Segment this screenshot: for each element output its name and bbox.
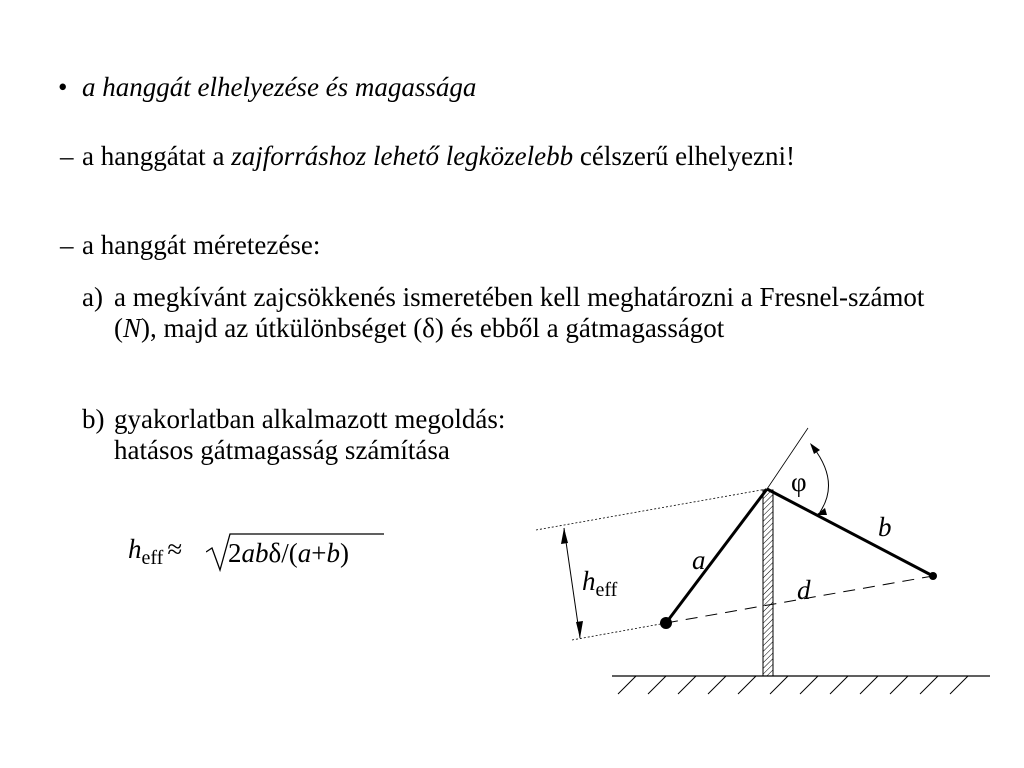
formula-num: 2 (228, 538, 242, 568)
dash-marker: – (60, 230, 74, 260)
formula-sub-eff: eff (141, 547, 164, 569)
ground-hatching (618, 676, 968, 694)
path-b-line (767, 489, 933, 576)
formula-h: h (128, 534, 142, 564)
formula-delta: δ/( (268, 538, 298, 568)
formula-b: b (326, 538, 340, 568)
heff-arrowhead-top (561, 528, 568, 544)
sub-marker-a: a) (82, 282, 103, 312)
text-line: hatásos gátmagasság számítása (114, 435, 450, 465)
bullet-heading-text: a hanggát elhelyezése és magassága (82, 72, 477, 102)
text-emphasis: zajforráshoz lehető legközelebb (231, 141, 574, 171)
lower-dotted-line (572, 623, 666, 640)
dash-item-sizing-text: a hanggát méretezése: (82, 230, 321, 260)
path-a-line (666, 489, 767, 623)
text-line: gyakorlatban alkalmazott megoldás: (114, 404, 506, 434)
text-segment: célszerű elhelyezni! (573, 141, 796, 171)
formula-approx: ≈ (167, 534, 183, 564)
phi-angle-arc (813, 447, 829, 512)
upper-dotted-line (536, 489, 767, 530)
receiver-point (929, 572, 937, 580)
label-d: d (797, 575, 811, 605)
heff-arrowhead-bottom (576, 621, 583, 638)
text-segment: a megkívánt zajcsökkenés ismeretében kell meghatározni a Fresnel-számot ( (114, 282, 925, 343)
label-heff-sub: eff (595, 579, 618, 601)
label-heff-h: h (582, 566, 596, 596)
barrier-wall (763, 490, 773, 676)
sub-marker-b: b) (82, 404, 105, 434)
text-emphasis: N (123, 313, 142, 343)
formula-a: a (297, 538, 312, 568)
label-phi: φ (791, 467, 807, 497)
formula-ab: ab (241, 538, 269, 568)
formula-close: ) (339, 538, 349, 568)
bullet-marker: • (58, 72, 68, 102)
formula-plus: + (311, 538, 327, 568)
source-point (660, 617, 672, 629)
label-heff (582, 566, 617, 600)
text-segment: ), majd az útkülönbséget (δ) és ebből a gátmagasságot (141, 313, 725, 343)
heff-dimension-line (564, 528, 580, 638)
text-segment: a hanggátat a (82, 141, 232, 171)
phi-arrowhead-top (810, 443, 820, 454)
dash-marker: – (60, 141, 74, 171)
label-b: b (878, 512, 892, 542)
label-a: a (692, 545, 706, 575)
